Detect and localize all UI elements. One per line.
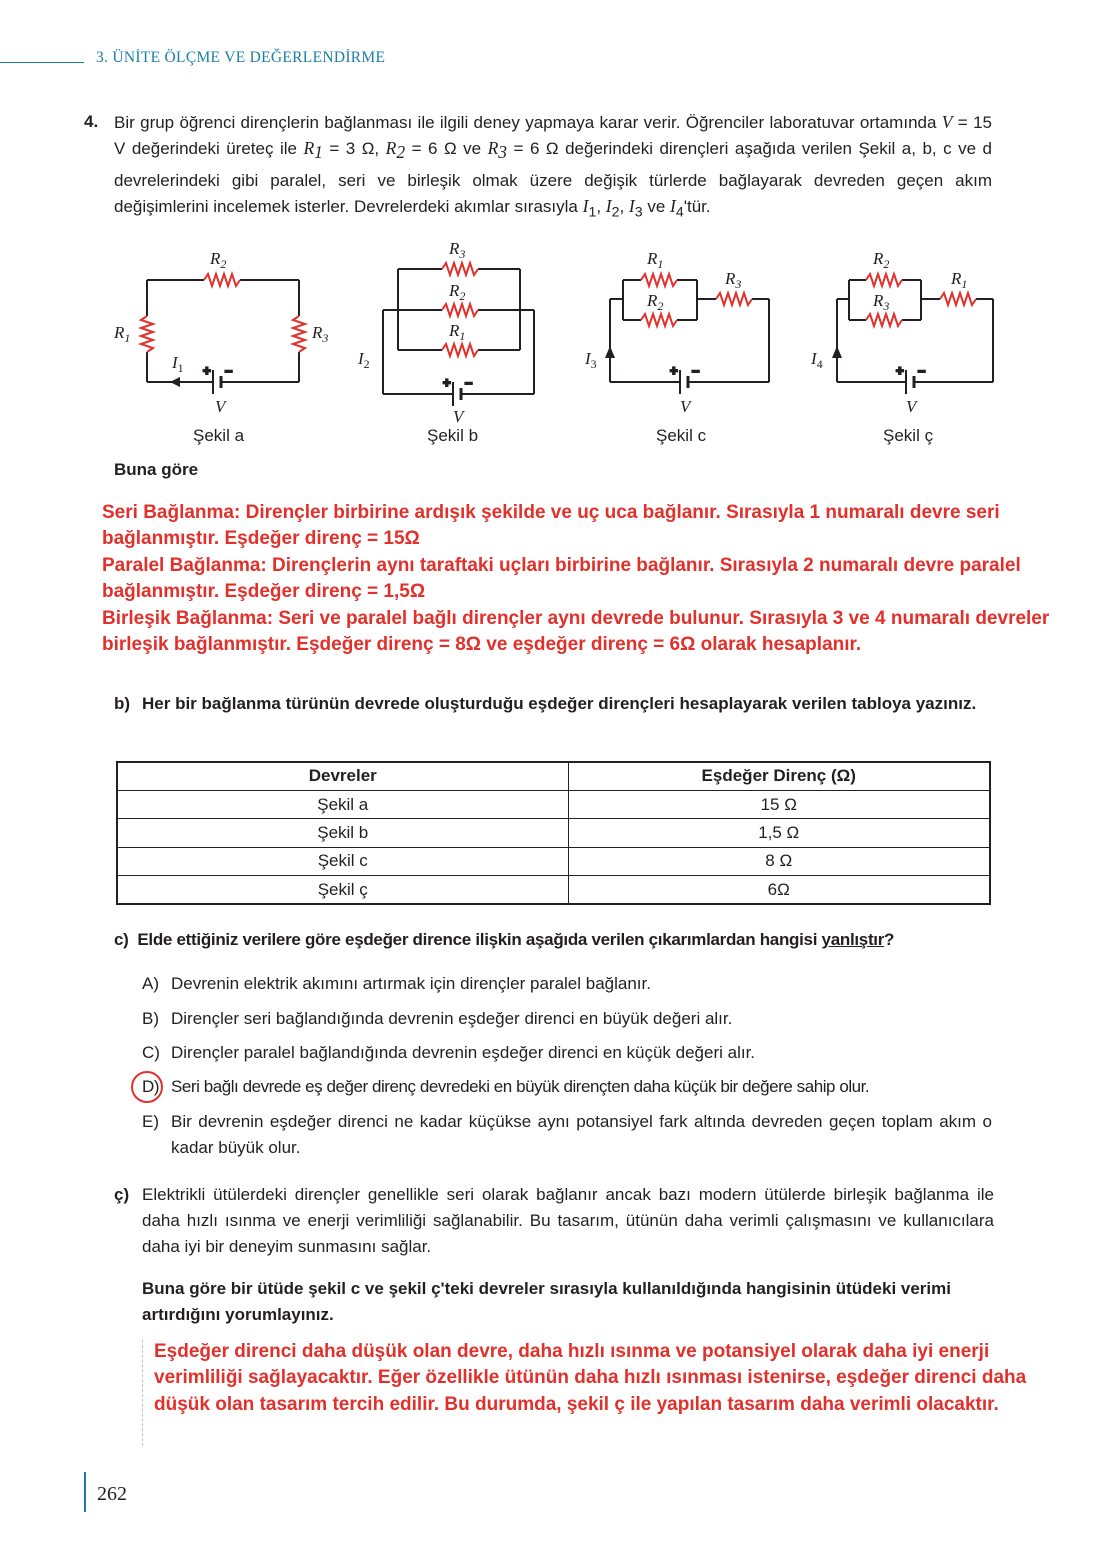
answer-part-cc: Eşdeğer direnci daha düşük olan devre, daha hızlı ısınma ve potansiyel olarak daha iyi enerji verimliliği sağlayacaktır. Eğer özellikle ütünün daha hızlı ısınması istenirse, eşdeğer direnci daha düşük olan tasarım tercih edilir. Bu durumda, şekil ç ile yapılan tasarım daha verimli olacaktır. [154, 1341, 1027, 1415]
part-c-question: c) Elde ettiğiniz verilere göre eşdeğer dirence ilişkin aşağıda verilen çıkarımlardan hangisi yanlıştır? [114, 930, 895, 949]
caption-sekil-c: Şekil c [656, 426, 707, 445]
option-a[interactable] [142, 971, 992, 997]
page-number-rule [84, 1472, 86, 1512]
option-text: Bir devrenin eşdeğer direnci ne kadar küçükse aynı potansiyel fark altında devreden geçen toplam akım o kadar büyük olur. [171, 1112, 992, 1157]
table-header-devreler: Devreler [117, 762, 568, 790]
label-r1-c: $R_1$ [647, 249, 664, 271]
option-label: B) [142, 1009, 159, 1028]
option-label: D) [142, 1077, 160, 1096]
table-cell: 15 Ω [568, 790, 990, 818]
buna-gore-label: Buna göre [114, 460, 199, 479]
table-cell: 1,5 Ω [568, 819, 990, 847]
answer-birlesik: Birleşik Bağlanma: Seri ve paralel bağlı dirençler aynı devrede bulunur. Sırasıyla 3 ve 4 numaralı devreler birleşik bağlanmıştır. Eşdeğer direnç = 8Ω ve eşdeğer direnç = 6Ω olarak hesaplanır. [102, 607, 1050, 656]
option-text: Seri bağlı devrede eş değer direnç devredeki en büyük dirençten daha küçük bir değere sahip olur. [171, 1077, 870, 1096]
label-r2-b: $R_2$ [449, 281, 466, 303]
table-cell: 6Ω [568, 876, 990, 904]
part-cc-text [114, 1182, 994, 1259]
current-arrow-icon [832, 346, 842, 358]
circuit-a [141, 274, 305, 394]
label-v-c: V [680, 397, 691, 416]
question-number: 4. [84, 112, 99, 131]
part-b-text: Her bir bağlanma türünün devrede oluşturduğu eşdeğer dirençleri hesaplayarak verilen tabloya yazınız. [142, 694, 977, 713]
label-r1-a: $R_1$ [114, 323, 131, 345]
label-r3-c: $R_3$ [725, 269, 742, 291]
selected-answer-circle-icon [131, 1071, 163, 1103]
part-cc-question: Buna göre bir ütüde şekil c ve şekil ç'teki devreler sırasıyla kullanıldığında hangisinin ütüdeki verimi artırdığını yorumlayınız. [142, 1279, 951, 1324]
part-cc-body: Elektrikli ütülerdeki dirençler genellikle seri olarak bağlanır ancak bazı modern ütülerde birleşik bağlanma ile daha hızlı ısınma ve enerji verimliliği sağlanabilir. Bu tasarım, ütünün daha verimli çalışmasını ve kullanıcılara daha iyi bir deneyim sunmasını sağlar. [142, 1185, 994, 1256]
answer-part-a [102, 500, 1087, 658]
label-i2: $I_2$ [358, 349, 370, 371]
table-cell: Şekil b [117, 819, 568, 847]
option-b[interactable] [142, 1006, 992, 1032]
option-text: Dirençler seri bağlandığında devrenin eşdeğer direnci en büyük değeri alır. [171, 1009, 733, 1028]
answer-paralel: Paralel Bağlanma: Dirençlerin aynı taraftaki uçları birbirine bağlanır. Sırasıyla 2 numaralı devre paralel bağlanmıştır. Eşdeğer direnç = 1,5Ω [102, 554, 1021, 603]
part-cc-label: ç) [114, 1185, 130, 1204]
circuit-figures: + – $R_2$ $R_1$ $R_3$ $I_1$ V $R_3$ $R_2$ $R_1$ $I_2$ V $R_1$ $R_2$ $R_3$ $I_3$ V $R_2$ $R_3$ $R_1$ $I_4$ V [100, 234, 1020, 434]
label-r1-b: $R_1$ [449, 321, 466, 343]
part-b-label: b) [114, 694, 131, 713]
table-cell: 8 Ω [568, 847, 990, 875]
label-r1-cc: $R_1$ [951, 269, 968, 291]
table-row [117, 876, 990, 904]
answer-seri: Seri Bağlanma: Dirençler birbirine ardışık şekilde ve uç uca bağlanır. Sırasıyla 1 numaralı devre seri bağlanmıştır. Eşdeğer direnç = 15Ω [102, 502, 1000, 550]
circuit-cc [832, 274, 993, 394]
label-v-b: V [453, 407, 464, 426]
table-cell: Şekil ç [117, 876, 568, 904]
header-rule [0, 62, 84, 63]
equivalent-resistance-table [116, 761, 991, 905]
table-header-esdeger: Eşdeğer Direnç (Ω) [568, 762, 990, 790]
unit-header: 3. ÜNİTE ÖLÇME VE DEĞERLENDİRME [96, 49, 386, 66]
question-text: Bir grup öğrenci dirençlerin bağlanması ile ilgili deney yapmaya karar verir. Öğrenciler laboratuvar ortamında V = 15 V değerindeki üreteç ile $R_1 = 3$ Ω, $R_2 = 6$ Ω ve $R_3 = 6$ Ω değerindeki dirençleri aşağıda verilen Şekil a, b, c ve d devrelerindeki gibi paralel, seri ve birleşik olmak üzere değişik türlerde bağlayarak devreden geçen akım değişimlerini incelemek isterler. Devrelerdeki akımlar sırasıyla $I_1$, $I_2$, $I_3$ ve $I_4'tür$. [114, 112, 992, 221]
option-label: A) [142, 974, 159, 993]
current-arrow-icon [170, 377, 180, 387]
caption-sekil-a: Şekil a [193, 426, 245, 445]
option-e[interactable] [142, 1109, 992, 1161]
label-i4: $I_4$ [811, 349, 823, 371]
caption-sekil-b: Şekil b [427, 426, 479, 445]
table-row [117, 847, 990, 875]
current-arrow-icon [605, 346, 615, 358]
answer-margin-rule [142, 1340, 143, 1446]
label-v-a: V [215, 397, 226, 416]
label-r2-c: $R_2$ [647, 291, 664, 313]
label-r2-cc: $R_2$ [873, 249, 890, 271]
option-c[interactable] [142, 1040, 992, 1066]
circuit-c [605, 274, 769, 394]
option-text: Dirençler paralel bağlandığında devrenin eşdeğer direnci en küçük değeri alır. [171, 1043, 756, 1062]
table-row [117, 790, 990, 818]
page-number: 262 [97, 1483, 127, 1505]
option-label: C) [142, 1043, 160, 1062]
option-d[interactable] [142, 1074, 992, 1100]
label-i3: $I_3$ [585, 349, 597, 371]
table-row [117, 819, 990, 847]
table-header-row [117, 762, 990, 790]
part-b-question [114, 691, 994, 717]
label-r3-b: $R_3$ [449, 239, 466, 261]
option-label: E) [142, 1112, 159, 1131]
label-v-cc: V [906, 397, 917, 416]
table-cell: Şekil a [117, 790, 568, 818]
label-r3-cc: $R_3$ [873, 291, 890, 313]
label-r2-a: $R_2$ [210, 249, 227, 271]
table-cell: Şekil c [117, 847, 568, 875]
caption-sekil-cc: Şekil ç [883, 426, 934, 445]
option-text: Devrenin elektrik akımını artırmak için dirençler paralel bağlanır. [171, 974, 651, 993]
label-r3-a: $R_3$ [312, 323, 329, 345]
label-i1: $I_1$ [172, 353, 184, 375]
